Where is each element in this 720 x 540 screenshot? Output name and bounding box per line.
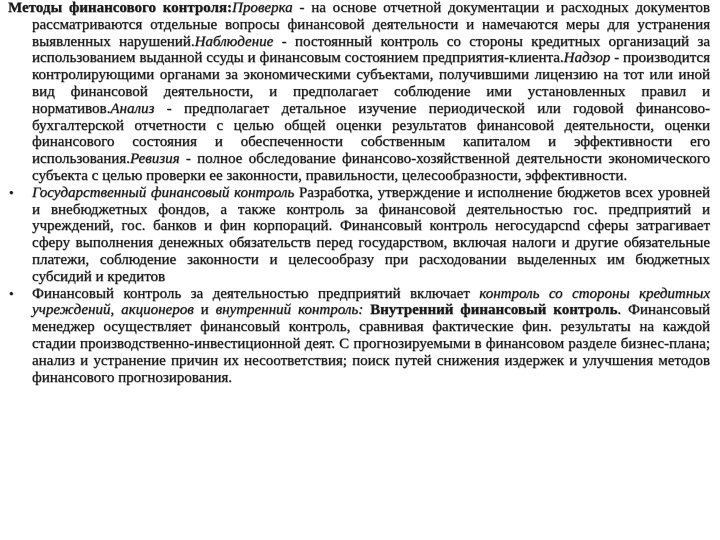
text-enterprise-details: . Финансовый менеджер осуществляет финансовый контроль, сравнивая фактические фин. результаты на каждой стадии производственно-инвестиционной деят. С прогнозируемыми в финансовом разделе бизнес-плана; анализ и устранение причин их несоответствия; поиск путей снижения издержек и улучшения методов финансового прогнозирования. [32,302,710,386]
text-nadzor: - производится контролирующими органами за экономическими субъектами, получившими лицензию на тот или иной вид финансовой деятельности, и предполагает соблюдение ими установленных правил и нормативов. [32,50,710,117]
term-internal-control: внутренний контроль: [215,302,364,319]
term-nadzor: Надзор [563,50,611,67]
term-external-control: контроль со стороны кредитных учреждений, акционеров [32,285,710,319]
methods-paragraph [8,0,710,185]
list-item [8,286,710,387]
text-analiz: - предполагает детальное изучение периодической или годовой финансово-бухгалтерской отчетности с целью общей оценки результатов финансовой деятельности, оценки финансового состояния и обеспеченности собственным капиталом и эффективности его использования. [32,100,710,168]
text-state-control: Разработка, утверждение и исполнение бюджетов всех уровней и внебюджетных фондов, а также контроль за финансовой деятельностью гос. предприятий и учреждений, гос. банков и фин корпораций. Финансовый контроль негосударсnd сферы затрагивает сферу выполнения денежных обязательств перед государством, включая налоги и другие обязательные платежи, соблюдение законности и целесообразу при расходовании выделенных им бюджетных субсидий и кредитов [32,184,710,285]
text-enterprise-intro: Финансовый контроль за деятельностью предприятий включает [32,285,480,302]
term-internal-financial-control: Внутренний финансовый контроль [363,302,618,319]
term-reviziya: Ревизия [129,151,180,168]
term-nablyudenie: Наблюдение [194,33,274,50]
bullet-icon: • [9,184,14,200]
text-and: и [193,302,216,319]
term-analiz: Анализ [110,100,155,117]
text-nablyudenie: - постоянный контроль со стороны кредитных организаций за использованием выданной ссуды и финансовым состоянием предприятия-клиента. [32,33,710,67]
text-proverka: - на основе отчетной документации и расходных документов рассматриваются отдельные вопросы финансовой деятельности и намечаются меры для устранения выявленных нарушений. [32,0,710,50]
bullet-icon: • [9,285,14,301]
text-reviziya: - полное обследование финансово-хозяйственной деятельности экономического субъекта с целью проверки ее законности, правильности, целесообразности, эффективности. [32,151,710,184]
methods-heading: Методы финансового контроля: [8,0,233,16]
enterprise-control-paragraph [32,286,710,387]
term-proverka: Проверка [232,0,293,16]
list-item [8,185,710,286]
state-control-paragraph [32,185,710,286]
term-state-control: Государственный финансовый контроль [32,184,295,201]
